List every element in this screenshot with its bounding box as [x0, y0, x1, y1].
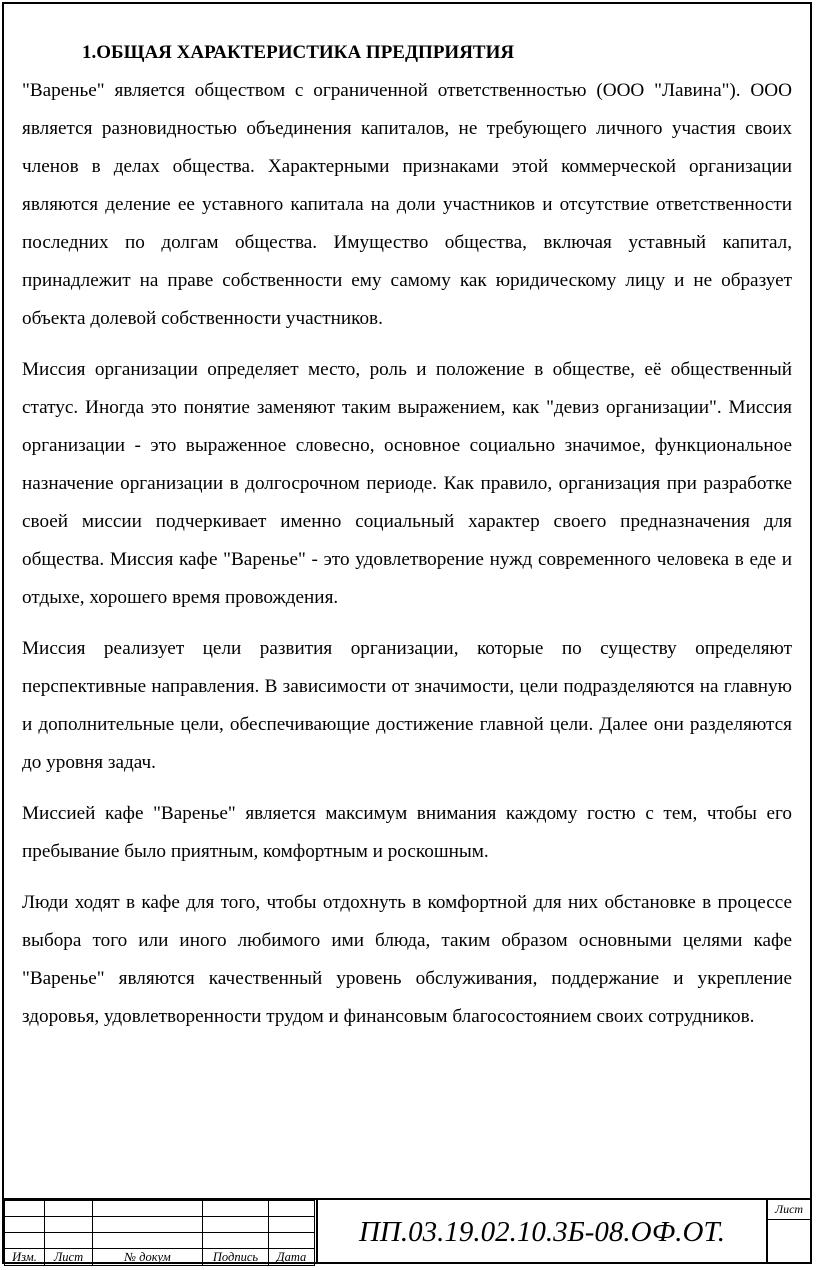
izm-label: Изм.: [5, 1249, 45, 1266]
paragraph-2: Миссия организации определяет место, роль и положение в обществе, её общественный статус. Иногда это понятие заменяют таким выражением, как "девиз организации". Миссия организации - это выраженное словесно, основное социально значимое, функциональное назначение организации в долгосрочном периоде. Как правило, организация при разработке своей миссии подчеркивает именно социальный характер своего предназначения для общества. Миссия кафе "Варенье" - это удовлетворение нужд современного человека в еде и отдыхе, хорошего время провождения.: [22, 359, 792, 608]
doc-num-label: № докум: [93, 1249, 203, 1266]
date-label: Дата: [269, 1249, 315, 1266]
sheet-label: Лист: [768, 1200, 810, 1220]
sheet-number-box: [766, 1200, 810, 1264]
signature-label: Подпись: [203, 1249, 269, 1266]
paragraph-1: "Варенье" является обществом с ограниченной ответственностью (ООО "Лавина"). ООО является разновидностью объединения капиталов, не требующего личного участия своих членов в делах общества. Характерными признаками этой коммерческой организации являются деление ее уставного капитала на доли участников и отсутствие ответственности последних по долгам общества. Имущество общества, включая уставный капитал, принадлежит на праве собственности ему самому как юридическому лицу и не образует объекта долевой собственности участников.: [22, 80, 792, 329]
revision-table: [4, 1200, 315, 1266]
paragraph-5: Люди ходят в кафе для того, чтобы отдохнуть в комфортной для них обстановке в процессе выбора того или иного любимого ими блюда, таким образом основными целями кафе "Варенье" являются качественный уровень обслуживания, поддержание и укрепление здоровья, удовлетворенности трудом и финансовым благосостоянием своих сотрудников.: [22, 892, 792, 1027]
document-code: ПП.03.19.02.10.3Б-08.ОФ.ОТ.: [316, 1200, 766, 1264]
section-heading: 1.ОБЩАЯ ХАРАКТЕРИСТИКА ПРЕДПРИЯТИЯ: [82, 42, 515, 63]
revision-row: [5, 1217, 315, 1233]
title-block: [4, 1198, 810, 1264]
document-sheet: [2, 2, 812, 1264]
document-body: [22, 34, 792, 1049]
paragraph-4: Миссией кафе "Варенье" является максимум внимания каждому гостю с тем, чтобы его пребывание было приятным, комфортным и роскошным.: [22, 803, 792, 862]
list-label: Лист: [45, 1249, 93, 1266]
revision-header-row: [5, 1249, 315, 1266]
revision-row: [5, 1201, 315, 1217]
paragraph-3: Миссия реализует цели развития организации, которые по существу определяют перспективные направления. В зависимости от значимости, цели подразделяются на главную и дополнительные цели, обеспечивающие достижение главной цели. Далее они разделяются до уровня задач.: [22, 638, 792, 773]
revision-row: [5, 1233, 315, 1249]
